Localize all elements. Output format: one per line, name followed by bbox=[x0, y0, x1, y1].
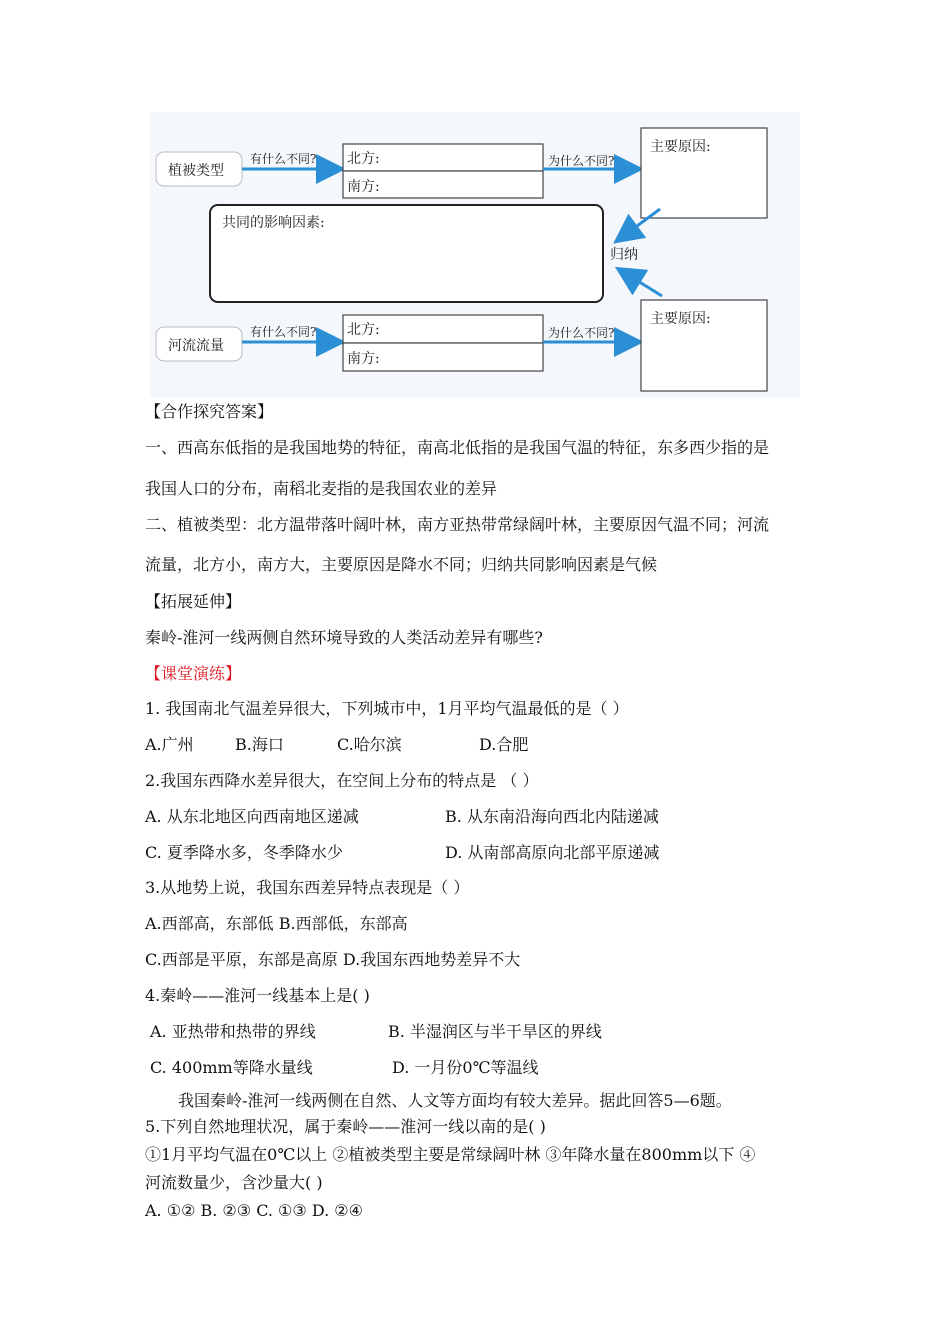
extension-heading: 【拓展延伸】 bbox=[145, 592, 242, 611]
q5-items-line1: ①1月平均气温在0℃以上 ②植被类型主要是常绿阔叶林 ③年降水量在800mm以下 ④ bbox=[145, 1145, 756, 1164]
q3-options-ab: A.西部高，东部低 B.西部低，东部高 bbox=[145, 914, 408, 933]
row1-ask-why: 为什么不同? bbox=[548, 154, 615, 168]
row2-north-label: 北方: bbox=[347, 322, 380, 338]
q3-options-cd: C.西部是平原，东部是高原 D.我国东西地势差异不大 bbox=[145, 950, 521, 969]
row1-label: 植被类型 bbox=[168, 163, 224, 179]
row1-north-label: 北方: bbox=[347, 151, 380, 167]
row2-south-label: 南方: bbox=[347, 351, 380, 367]
q5-items-line2: 河流数量少，含沙量大( ) bbox=[145, 1173, 323, 1192]
intro-5-6: 我国秦岭-淮河一线两侧在自然、人文等方面均有较大差异。据此回答5—6题。 bbox=[178, 1091, 732, 1110]
row2-label: 河流流量 bbox=[168, 338, 224, 354]
answers-p1a: 一、西高东低指的是我国地势的特征，南高北低指的是我国气温的特征，东多西少指的是 bbox=[145, 438, 770, 457]
q4-option-c: C. 400mm等降水量线 bbox=[150, 1058, 313, 1077]
answers-heading: 【合作探究答案】 bbox=[145, 402, 274, 421]
question-3: 3.从地势上说，我国东西差异特点表现是（ ） bbox=[145, 878, 470, 897]
q1-option-d: D.合肥 bbox=[479, 735, 529, 754]
q1-option-b: B.海口 bbox=[235, 735, 284, 754]
answers-p2a: 二、植被类型：北方温带落叶阔叶林，南方亚热带常绿阔叶林，主要原因气温不同；河流 bbox=[145, 515, 770, 534]
practice-heading: 【课堂演练】 bbox=[145, 664, 242, 683]
summarize-label: 归纳 bbox=[610, 247, 638, 263]
extension-question: 秦岭-淮河一线两侧自然环境导致的人类活动差异有哪些? bbox=[145, 628, 543, 647]
answers-p2b: 流量，北方小，南方大，主要原因是降水不同；归纳共同影响因素是气候 bbox=[145, 555, 658, 574]
q4-option-a: A. 亚热带和热带的界线 bbox=[150, 1022, 316, 1041]
q1-option-c: C.哈尔滨 bbox=[337, 735, 402, 754]
q2-option-a: A. 从东北地区向西南地区递减 bbox=[145, 807, 359, 826]
question-1: 1. 我国南北气温差异很大，下列城市中，1月平均气温最低的是（ ） bbox=[145, 699, 629, 718]
row2-ask-what: 有什么不同? bbox=[250, 325, 317, 339]
answers-p1b: 我国人口的分布，南稻北麦指的是我国农业的差异 bbox=[145, 479, 498, 498]
q5-options: A. ①② B. ②③ C. ①③ D. ②④ bbox=[145, 1201, 363, 1220]
q1-option-a: A.广州 bbox=[145, 735, 194, 754]
row1-south-label: 南方: bbox=[347, 179, 380, 195]
question-4: 4.秦岭——淮河一线基本上是( ) bbox=[145, 986, 370, 1005]
row1-main-reason: 主要原因: bbox=[650, 139, 711, 155]
q4-option-d: D. 一月份0℃等温线 bbox=[392, 1058, 539, 1077]
row1-ask-what: 有什么不同? bbox=[250, 152, 317, 166]
q4-option-b: B. 半湿润区与半干旱区的界线 bbox=[388, 1022, 602, 1041]
q2-option-d: D. 从南部高原向北部平原递减 bbox=[445, 843, 660, 862]
q2-option-b: B. 从东南沿海向西北内陆递减 bbox=[445, 807, 659, 826]
question-5: 5.下列自然地理状况，属于秦岭——淮河一线以南的是( ) bbox=[145, 1117, 546, 1136]
common-factors-label: 共同的影响因素: bbox=[222, 215, 325, 231]
row2-ask-why: 为什么不同? bbox=[548, 326, 615, 340]
row2-main-reason: 主要原因: bbox=[650, 311, 711, 327]
comparison-diagram bbox=[150, 112, 800, 397]
q2-option-c: C. 夏季降水多，冬季降水少 bbox=[145, 843, 343, 862]
summarize-arrow-top bbox=[618, 209, 660, 240]
summarize-arrow-bottom bbox=[620, 270, 662, 296]
question-2: 2.我国东西降水差异很大，在空间上分布的特点是 （ ） bbox=[145, 771, 539, 790]
